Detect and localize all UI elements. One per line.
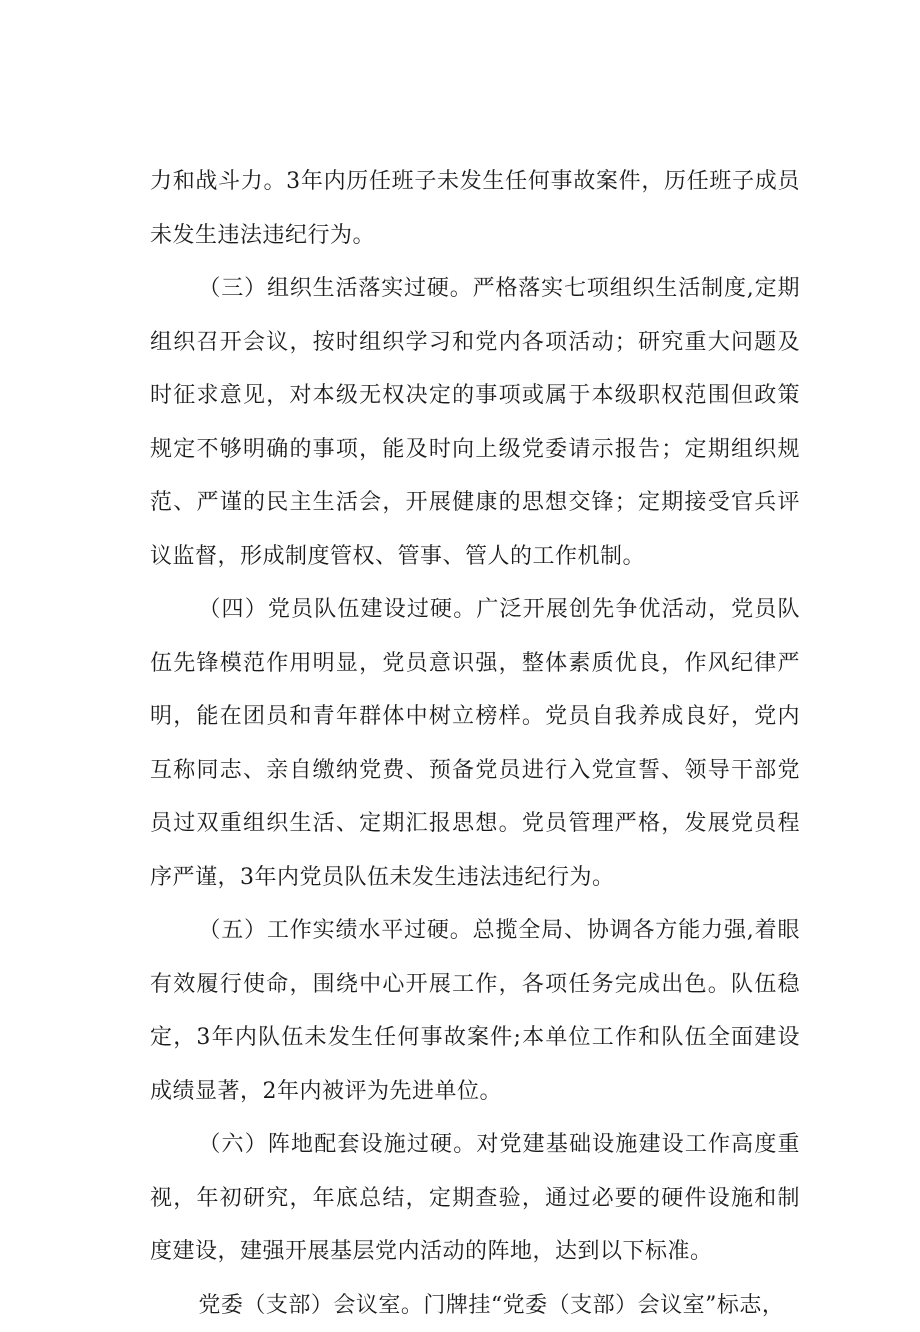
paragraph-section-3: （三）组织生活落实过硬。严格落实七项组织生活制度,定期组织召开会议，按时组织学习和党内各项活动；研究重大问题及时征求意见，对本级无权决定的事项或属于本级职权范围但政策规定不够明确的事项，能及时向上级党委请示报告；定期组织规范、严谨的民主生活会，开展健康的思想交锋；定期接受官兵评议监督，形成制度管权、管事、管人的工作机制。 — [150, 262, 800, 583]
paragraph-continuation: 力和战斗力。3年内历任班子未发生任何事故案件，历任班子成员未发生违法违纪行为。 — [150, 155, 800, 262]
paragraph-section-6: （六）阵地配套设施过硬。对党建基础设施建设工作高度重视，年初研究，年底总结，定期查验，通过必要的硬件设施和制度建设，建强开展基层党内活动的阵地，达到以下标准。 — [150, 1118, 800, 1279]
paragraph-meeting-room: 党委（支部）会议室。门牌挂“党委（支部）会议室”标志， — [150, 1279, 800, 1332]
paragraph-section-5: （五）工作实绩水平过硬。总揽全局、协调各方能力强,着眼有效履行使命，围绕中心开展工作，各项任务完成出色。队伍稳定，3年内队伍未发生任何事故案件;本单位工作和队伍全面建设成绩显著，2年内被评为先进单位。 — [150, 904, 800, 1118]
paragraph-section-4: （四）党员队伍建设过硬。广泛开展创先争优活动，党员队伍先锋模范作用明显，党员意识强，整体素质优良，作风纪律严明，能在团员和青年群体中树立榜样。党员自我养成良好，党内互称同志、亲自缴纳党费、预备党员进行入党宣誓、领导干部党员过双重组织生活、定期汇报思想。党员管理严格，发展党员程序严谨，3年内党员队伍未发生违法违纪行为。 — [150, 583, 800, 904]
document-body — [150, 155, 800, 1332]
